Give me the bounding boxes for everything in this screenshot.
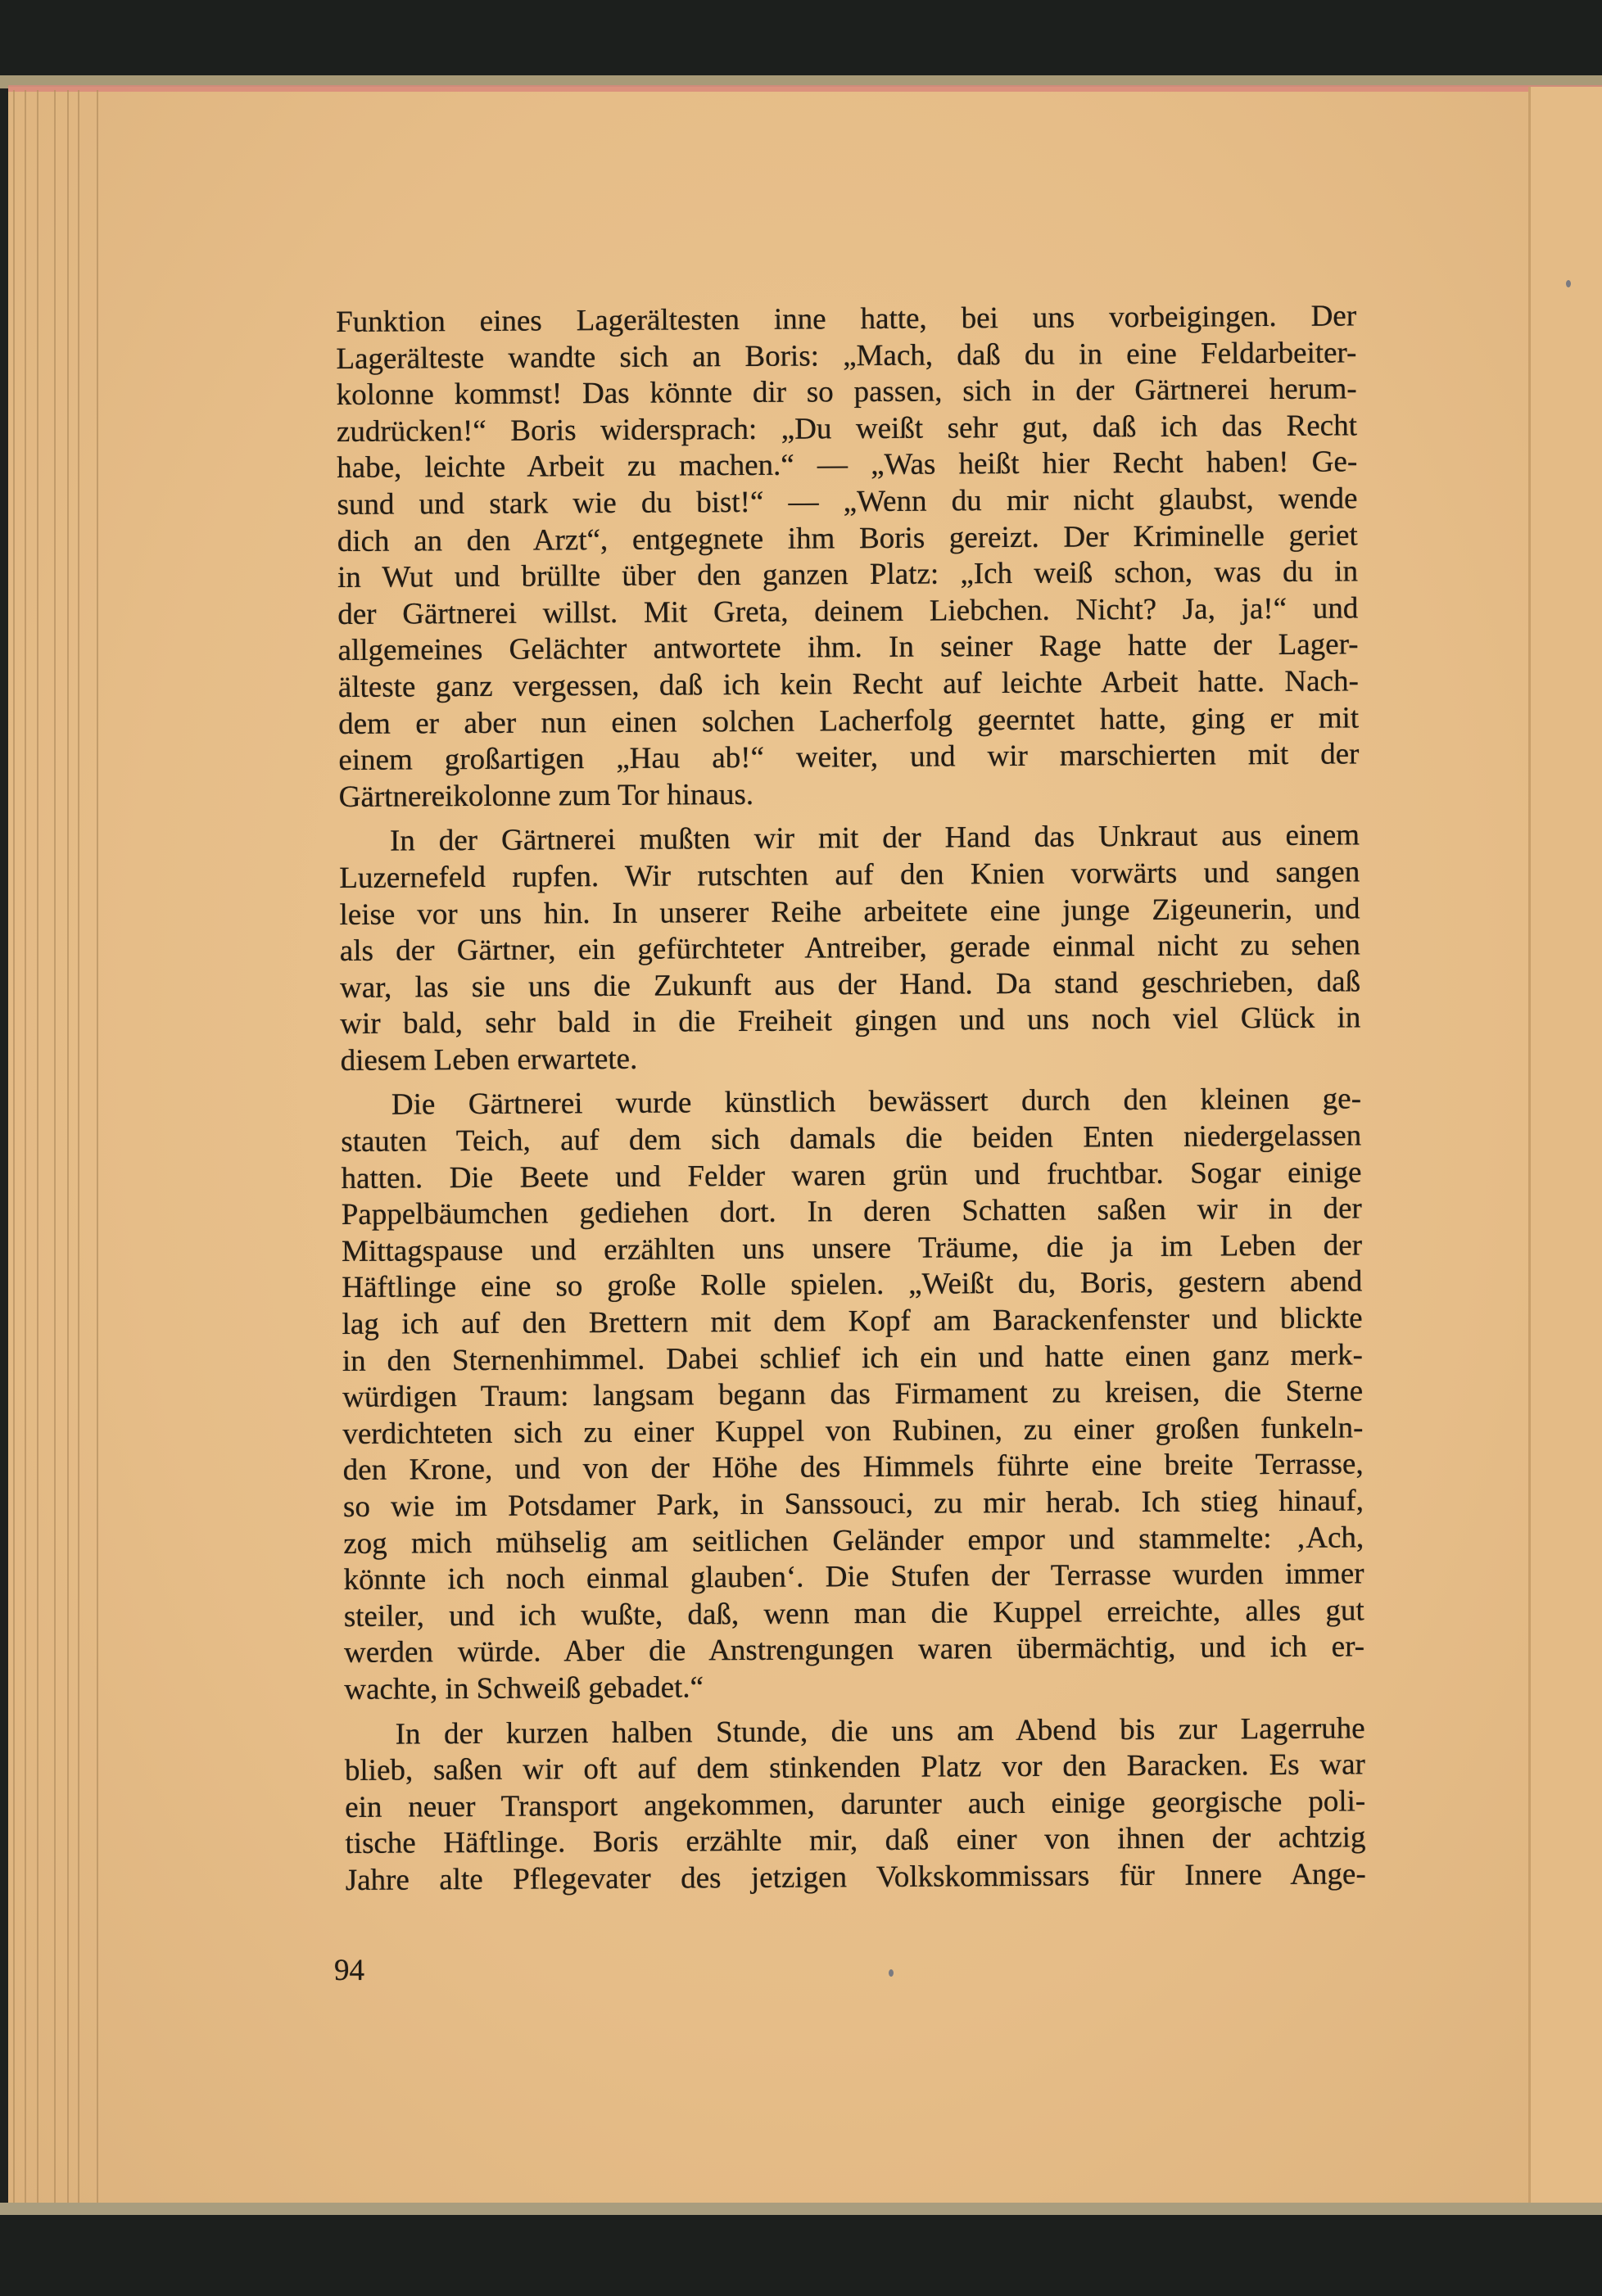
text-line: in den Sternenhimmel. Dabei schlief ich ein und hatte einen ganz merk- (342, 1337, 1363, 1378)
text-line: war, las sie uns die Zukunft aus der Hand. Da stand geschrieben, daß (339, 965, 1361, 1005)
text-line: ein neuer Transport angekommen, darunter auch einige georgische poli- (345, 1784, 1366, 1824)
text-line: leise vor uns hin. In unserer Reihe arbeitete eine junge Zigeunerin, und (339, 891, 1360, 932)
text-line: stauten Teich, auf dem sich damals die beiden Enten niedergelassen (341, 1119, 1362, 1159)
next-page-edge (1531, 87, 1602, 2208)
text-line: In der kurzen halben Stunde, die uns am Abend bis zur Lagerruhe (395, 1711, 1365, 1751)
body-text (336, 298, 1366, 1907)
page-top-red-edge (8, 85, 1602, 92)
text-line: lag ich auf den Brettern mit dem Kopf am Barackenfenster und blickte (342, 1301, 1363, 1342)
text-line: In der Gärtnerei mußten wir mit der Hand das Unkraut aus einem (389, 818, 1360, 858)
text-line: Luzernefeld rupfen. Wir rutschten auf den Knien vorwärts und sangen (339, 855, 1360, 895)
text-line: Gärtnereikolonne zum Tor hinaus. (338, 777, 754, 814)
text-line: würdigen Traum: langsam begann das Firmament zu kreisen, die Sterne (342, 1374, 1364, 1415)
paper-speck (889, 1969, 894, 1977)
paper-speck (1566, 280, 1571, 287)
paragraph (341, 1082, 1365, 1709)
stacked-page-edges (8, 90, 98, 2203)
text-line: in Wut und brüllte über den ganzen Platz: „Ich weiß schon, was du in (337, 554, 1359, 595)
text-line: den Krone, und von der Höhe des Himmels führte eine breite Terrasse, (342, 1447, 1364, 1488)
text-line: hatten. Die Beete und Felder waren grün und fruchtbar. Sogar einige (341, 1155, 1362, 1195)
text-line: als der Gärtner, ein gefürchteter Antreiber, gerade einmal nicht zu sehen (339, 928, 1360, 969)
text-line: sund und stark wie du bist!“ — „Wenn du mir nicht glaubst, wende (337, 481, 1358, 522)
text-line: wir bald, sehr bald in die Freiheit gingen und uns noch viel Glück in (340, 1001, 1361, 1042)
paragraph (339, 818, 1361, 1080)
text-line: wachte, in Schweiß gebadet.“ (344, 1670, 704, 1706)
text-line: kolonne kommst! Das könnte dir so passen, sich in der Gärtnerei herum- (336, 372, 1357, 413)
text-line: dem er aber nun einen solchen Lacherfolg geerntet hatte, ging er mit (338, 700, 1360, 741)
text-line: Jahre alte Pflegevater des jetzigen Volkskommissars für Innere Ange- (345, 1857, 1366, 1897)
book-cover-bottom (0, 2215, 1602, 2296)
text-line: allgemeines Gelächter antwortete ihm. In seiner Rage hatte der Lager- (337, 627, 1359, 668)
text-line: blieb, saßen wir oft auf dem stinkenden Platz vor den Baracken. Es war (344, 1747, 1366, 1788)
text-line: einem großartigen „Hau ab!“ weiter, und wir marschierten mit der (338, 737, 1360, 778)
text-line: Die Gärtnerei wurde künstlich bewässert durch den kleinen ge- (391, 1082, 1362, 1123)
paragraph (345, 1711, 1366, 1900)
text-line: zog mich mühselig am seitlichen Geländer empor und stammelte: ‚Ach, (343, 1520, 1364, 1561)
text-line: dich an den Arzt“, entgegnete ihm Boris gereizt. Der Kriminelle geriet (337, 518, 1358, 558)
text-line: könnte ich noch einmal glauben‘. Die Stufen der Terrasse wurden immer (343, 1557, 1364, 1598)
text-line: so wie im Potsdamer Park, in Sanssouci, zu mir herab. Ich stieg hinauf, (342, 1484, 1364, 1524)
page-number: 94 (334, 1954, 364, 1987)
text-line: Lagerälteste wandte sich an Boris: „Mach, daß du in eine Feldarbeiter- (336, 335, 1357, 376)
text-line: älteste ganz vergessen, daß ich kein Recht auf leichte Arbeit hatte. Nach- (337, 664, 1359, 704)
text-line: Funktion eines Lagerältesten inne hatte, bei uns vorbeigingen. Der (336, 299, 1357, 339)
text-line: Pappelbäumchen gediehen dort. In deren Schatten saßen wir in der (341, 1191, 1362, 1232)
text-line: diesem Leben erwartete. (340, 1042, 638, 1078)
text-line: Häftlinge eine so große Rolle spielen. „Weißt du, Boris, gestern abend (342, 1264, 1363, 1305)
text-line: zudrücken!“ Boris widersprach: „Du weißt sehr gut, daß ich das Recht (336, 409, 1358, 449)
text-line: habe, leichte Arbeit zu machen.“ — „Was heißt hier Recht haben! Ge- (337, 445, 1358, 486)
paragraph (336, 298, 1360, 816)
text-line: werden würde. Aber die Anstrengungen waren übermächtig, und ich er- (343, 1629, 1365, 1670)
text-line: tische Häftlinge. Boris erzählte mir, daß einer von ihnen der achtzig (345, 1820, 1366, 1861)
text-line: der Gärtnerei willst. Mit Greta, deinem Liebchen. Nicht? Ja, ja!“ und (337, 591, 1359, 631)
text-line: Mittagspause und erzählten uns unsere Träume, die ja im Leben der (341, 1228, 1363, 1268)
book-cover-top (0, 0, 1602, 78)
text-line: verdichteten sich zu einer Kuppel von Rubinen, zu einer großen funkeln- (342, 1411, 1364, 1451)
text-line: steiler, und ich wußte, daß, wenn man die Kuppel erreichte, alles gut (343, 1593, 1364, 1634)
